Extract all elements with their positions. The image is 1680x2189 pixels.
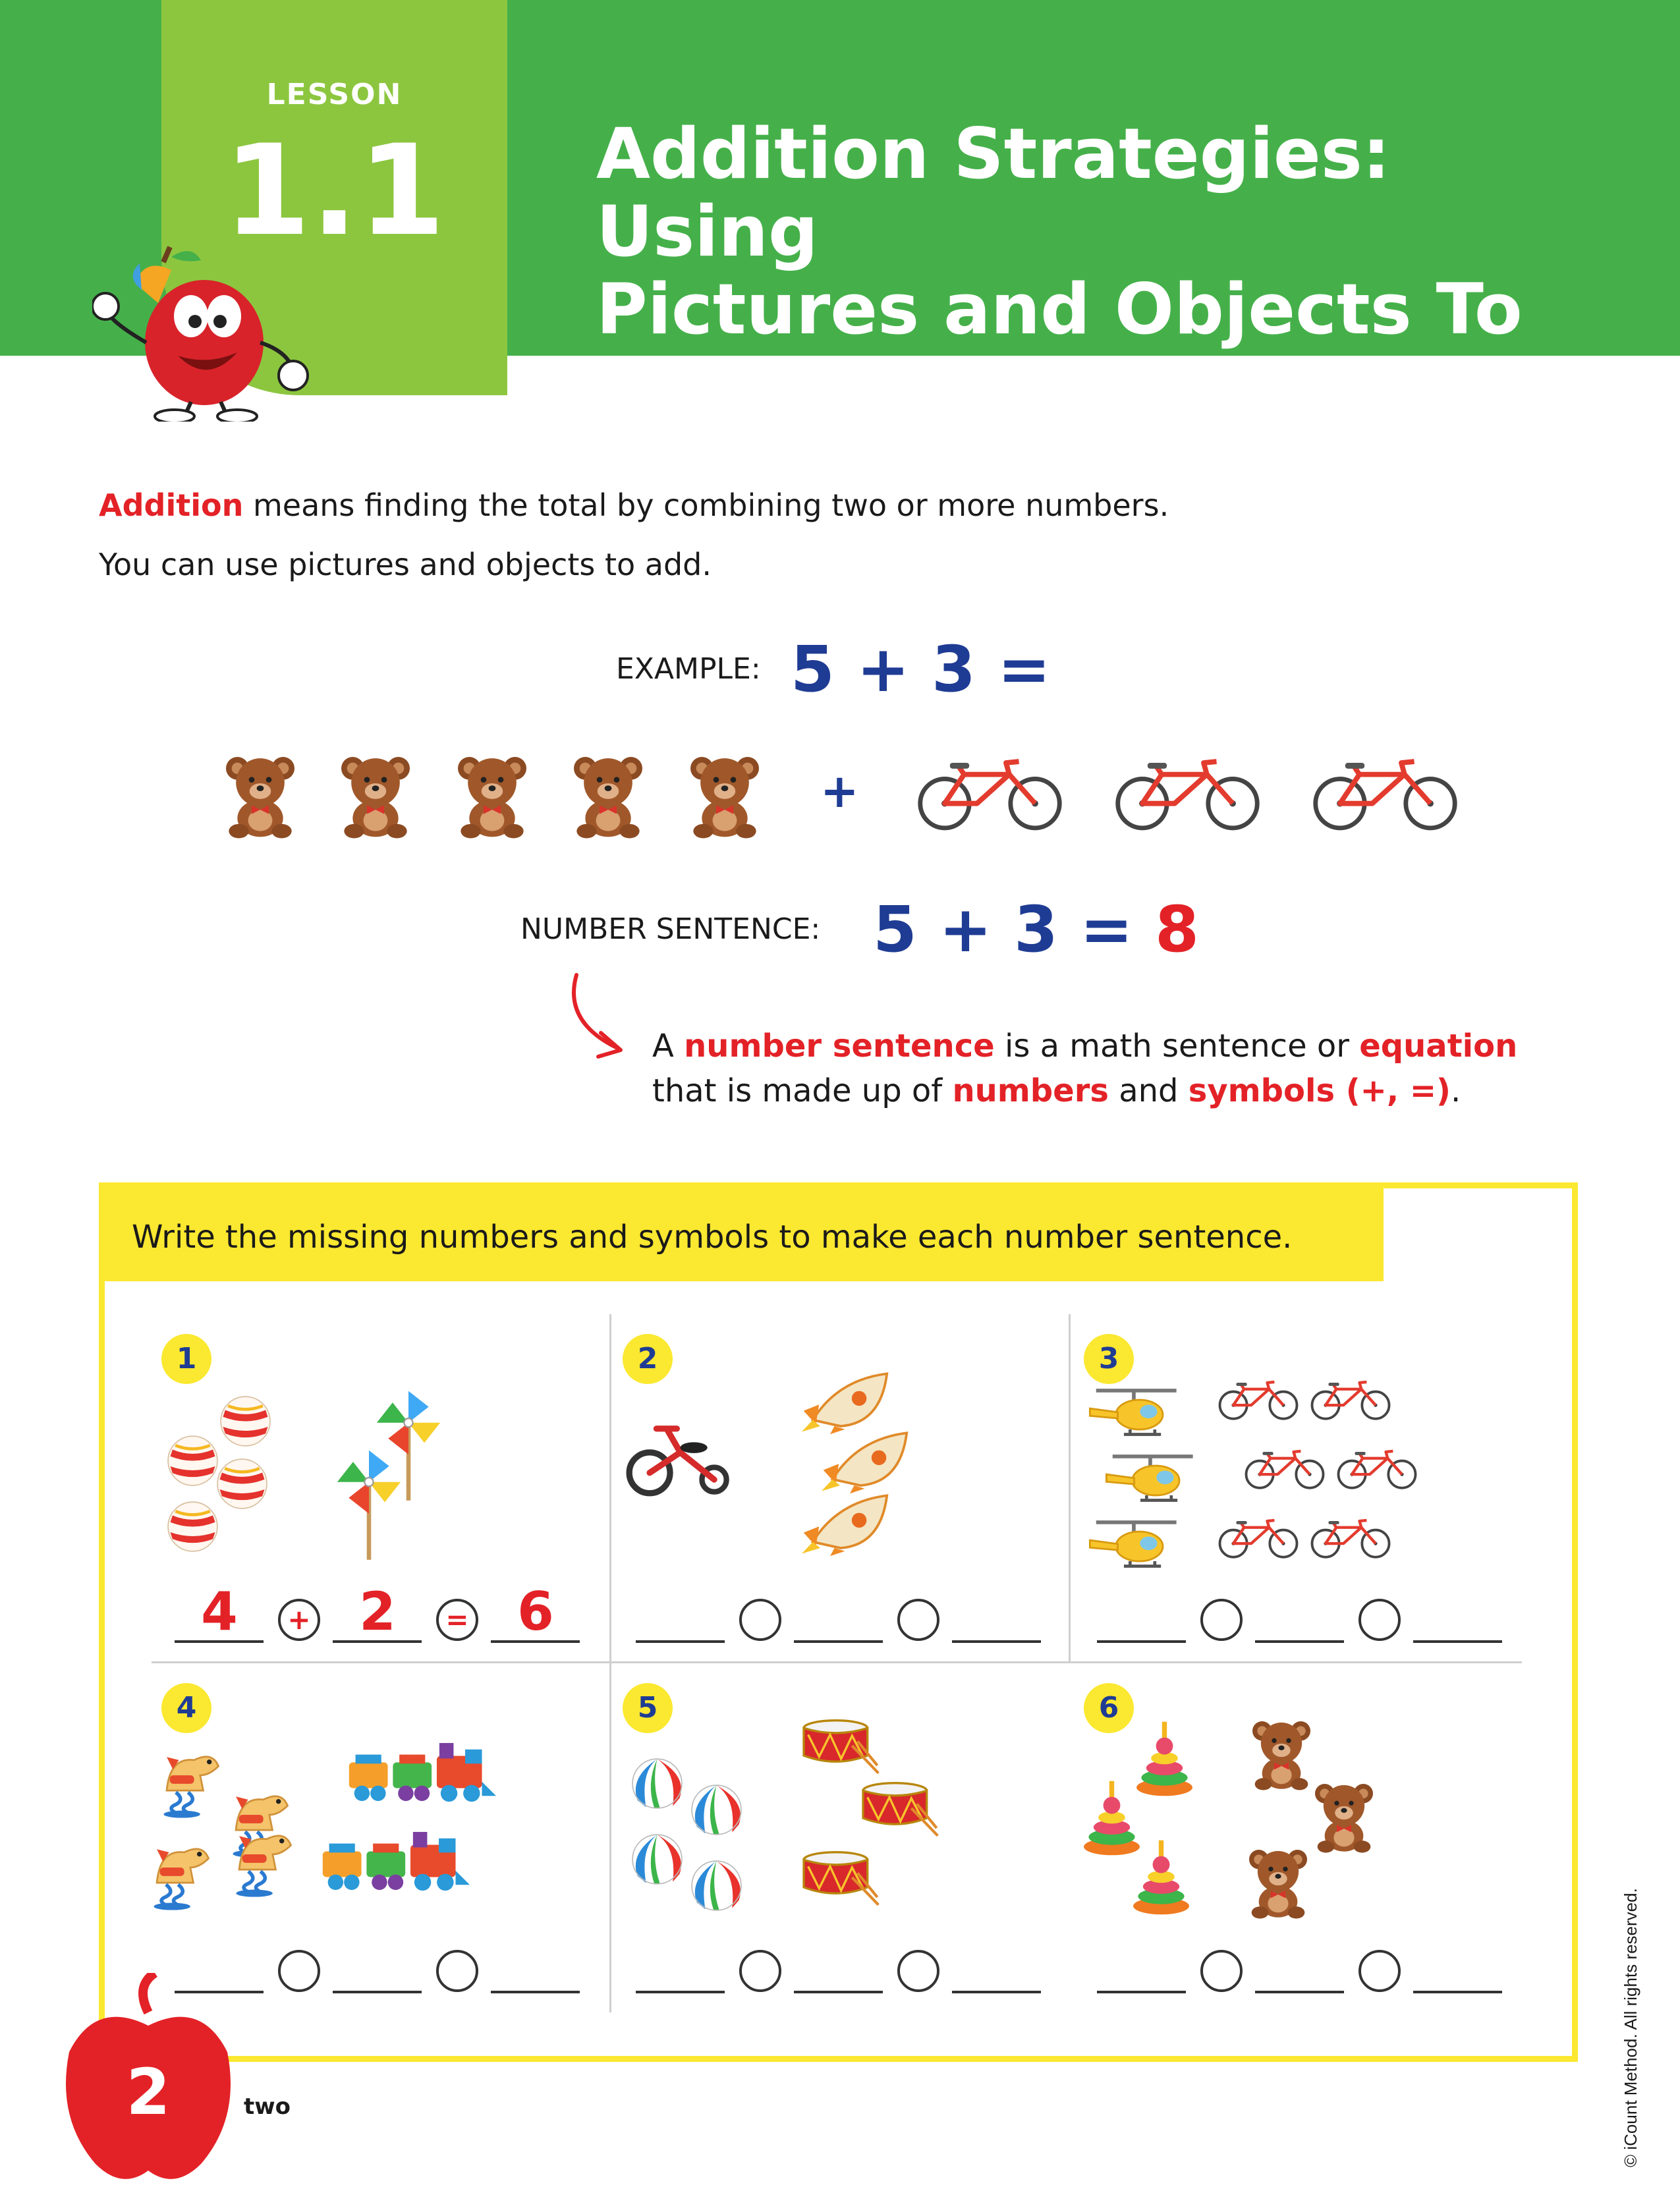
answer-blank[interactable] [636, 1640, 725, 1643]
bicycle-icon [1216, 1377, 1301, 1423]
title-line-1: Addition Strategies: Using [596, 113, 1391, 272]
curved-arrow-icon [560, 968, 632, 1067]
answer-blank[interactable] [952, 1640, 1041, 1643]
ball-icon [217, 1393, 273, 1449]
answer-blank[interactable] [794, 1991, 883, 1993]
drum-icon [856, 1775, 939, 1841]
beach-ball-icon [688, 1858, 744, 1914]
example-label: EXAMPLE: [616, 652, 761, 686]
answer-blank[interactable] [1413, 1640, 1502, 1643]
answer-result: 6 [517, 1581, 554, 1642]
bicycle-icon [1308, 1377, 1393, 1423]
bear-icon [449, 738, 535, 853]
operator-circle[interactable] [1200, 1599, 1243, 1641]
answer-blank[interactable] [952, 1991, 1041, 1993]
intro-line-1 [99, 487, 1169, 523]
answer-blank[interactable] [1097, 1991, 1186, 1993]
answer-blank[interactable] [491, 1991, 580, 1993]
answer-blank[interactable] [794, 1640, 883, 1643]
bear-icon [1245, 1716, 1318, 1792]
operator-circle[interactable] [1200, 1950, 1243, 1992]
title-line-2: Pictures and Objects To Add [596, 269, 1523, 428]
number-sentence-label: NUMBER SENTENCE: [520, 912, 821, 946]
example-plus: + [820, 764, 859, 818]
number-sentence-answer: 8 [1155, 893, 1199, 966]
problem-badge: 2 [623, 1334, 673, 1384]
bicycle-icon [1308, 1515, 1393, 1561]
drum-icon [797, 1844, 880, 1910]
apple-mascot-icon [92, 244, 310, 422]
exercise-box [99, 1182, 1578, 2062]
problem-badge: 3 [1084, 1334, 1134, 1384]
bicycle-icon [912, 744, 1067, 843]
helicopter-icon [1100, 1449, 1199, 1512]
answer-first: 4 [201, 1581, 238, 1642]
answer-blank[interactable] [1255, 1640, 1344, 1643]
train-icon [316, 1825, 471, 1897]
bear-icon [565, 738, 651, 853]
equals-circle[interactable] [436, 1950, 478, 1992]
tricycle-icon [626, 1413, 735, 1499]
rocking-horse-icon [152, 1732, 231, 1818]
problem-badge: 6 [1084, 1683, 1134, 1733]
equals-circle[interactable] [897, 1950, 939, 1992]
ball-icon [165, 1499, 221, 1555]
rocking-horse-icon [224, 1812, 303, 1897]
grid-divider [152, 1661, 1522, 1663]
bear-icon [1308, 1779, 1380, 1854]
bear-icon [1242, 1844, 1314, 1920]
term-symbols: symbols (+, =) [1188, 1072, 1451, 1109]
page-word: two [244, 2093, 291, 2120]
answer-blank[interactable] [1413, 1991, 1502, 1993]
equals-circle[interactable] [1358, 1950, 1401, 1992]
bicycle-icon [1334, 1446, 1420, 1492]
addition-term: Addition [99, 487, 244, 523]
answer-blank[interactable] [333, 1991, 422, 1993]
bear-icon [682, 738, 768, 853]
helicopter-icon [1084, 1515, 1183, 1578]
operator-circle[interactable]: + [278, 1599, 320, 1641]
bicycle-icon [1110, 744, 1265, 843]
answer-second: 2 [359, 1581, 396, 1642]
equals-circle[interactable] [1358, 1599, 1401, 1641]
number-sentence-terms: 5 + 3 = [873, 893, 1156, 966]
drum-icon [797, 1713, 880, 1779]
answer-blank[interactable] [1255, 1991, 1344, 1993]
intro-line-2: You can use pictures and objects to add. [99, 547, 712, 582]
ball-icon [214, 1456, 270, 1512]
grid-divider [1069, 1314, 1071, 1663]
train-icon [343, 1736, 497, 1808]
problem-badge: 1 [161, 1334, 211, 1384]
grid-divider [609, 1314, 611, 2012]
term-numbers: numbers [952, 1072, 1109, 1109]
bicycle-icon [1216, 1515, 1301, 1561]
equals-circle[interactable]: = [436, 1599, 478, 1641]
helicopter-icon [1084, 1383, 1183, 1446]
bear-icon [333, 738, 418, 853]
rocket-icon [800, 1489, 899, 1558]
ball-icon [165, 1433, 221, 1489]
bicycle-icon [1242, 1446, 1328, 1492]
lesson-title [596, 115, 1624, 426]
number-sentence-expression [873, 893, 1199, 966]
instruction-text: Write the missing numbers and symbols to make each number sentence. [132, 1219, 1293, 1256]
term-equation: equation [1359, 1028, 1518, 1065]
beach-ball-icon [629, 1831, 685, 1887]
answer-blank[interactable] [636, 1991, 725, 1993]
pinwheel-icon [333, 1446, 405, 1561]
operator-circle[interactable] [739, 1950, 781, 1992]
ring-stacker-icon [1130, 1838, 1192, 1917]
bicycle-icon [1308, 744, 1463, 843]
bear-icon [217, 738, 303, 853]
definition-line-1: A number sentence is a math sentence or equation [652, 1028, 1518, 1065]
term-number-sentence: number sentence [684, 1028, 995, 1065]
beach-ball-icon [629, 1756, 685, 1812]
rocking-horse-icon [142, 1825, 221, 1910]
problem-badge: 4 [161, 1683, 211, 1733]
lesson-label: LESSON [266, 78, 403, 111]
operator-circle[interactable] [278, 1950, 320, 1992]
problem-badge: 5 [623, 1683, 673, 1733]
equals-circle[interactable] [897, 1599, 939, 1641]
page-number: 2 [126, 2055, 171, 2129]
lesson-number: 1.1 [223, 118, 445, 263]
rocket-icon [820, 1426, 919, 1495]
beach-ball-icon [688, 1782, 744, 1838]
intro-line-1-rest: means finding the total by combining two or more numbers. [243, 487, 1169, 523]
copyright: © iCount Method. All rights reserved. [1621, 1888, 1640, 2167]
example-expression: 5 + 3 = [791, 632, 1051, 706]
definition-line-2: that is made up of numbers and symbols (+, =). [652, 1072, 1461, 1109]
answer-blank[interactable] [1097, 1640, 1186, 1643]
operator-circle[interactable] [739, 1599, 781, 1641]
